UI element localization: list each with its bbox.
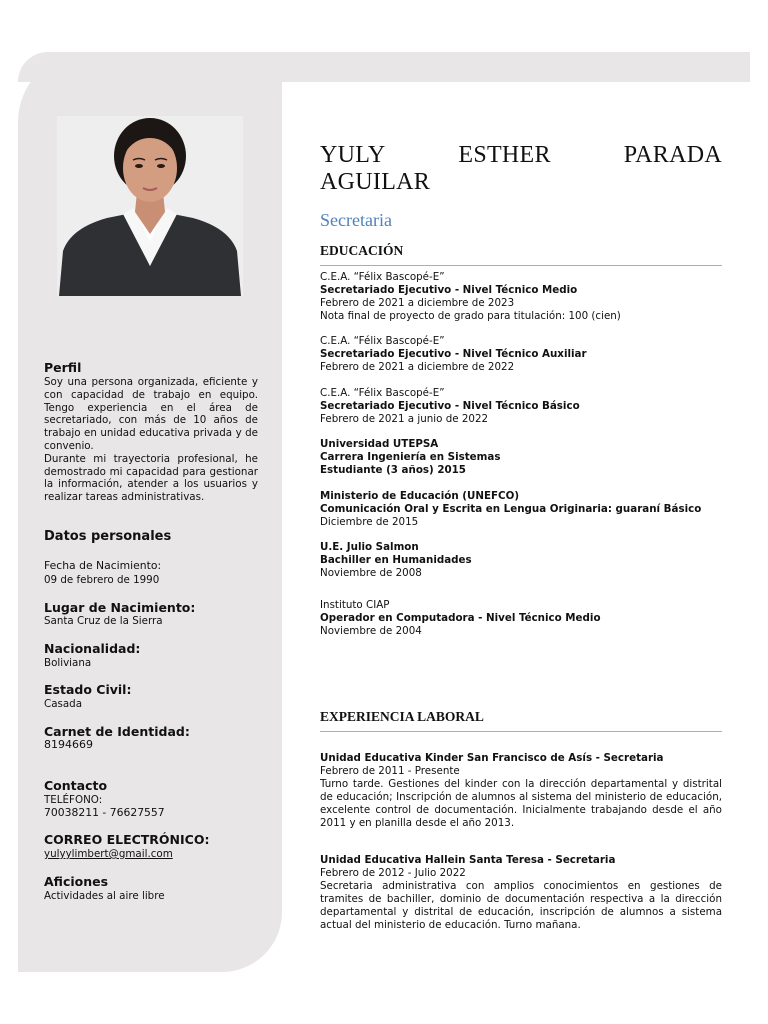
program: Operador en Computadora - Nivel Técnico Medio bbox=[320, 611, 601, 624]
name-word: AGUILAR bbox=[320, 169, 431, 195]
contact-heading: Contacto bbox=[44, 778, 108, 793]
education-heading: EDUCACIÓN bbox=[320, 243, 722, 266]
note: Nota final de proyecto de grado para titulación: 100 (cien) bbox=[320, 309, 621, 322]
job-dates: Febrero de 2011 - Presente bbox=[320, 764, 460, 777]
nationality-label: Nacionalidad: bbox=[44, 641, 141, 656]
job-description: Turno tarde. Gestiones del kinder con la dirección departamental y distrital de educación; Inscripción de alumnos al sistema del ministerio de educación, excelente control de documentación. Inicialmente trabajando desde el año 2011 y en planilla desde el año 2013. bbox=[320, 777, 722, 829]
education-entry bbox=[320, 335, 722, 374]
civil-status-label: Estado Civil: bbox=[44, 682, 132, 697]
phone-label: TELÉFONO: bbox=[44, 794, 103, 806]
name-word: YULY bbox=[320, 142, 386, 168]
program: Comunicación Oral y Escrita en Lengua Originaria: guaraní Básico bbox=[320, 502, 702, 515]
profile-paragraph: Soy una persona organizada, eficiente y con capacidad de trabajo en equipo. Tengo experiencia en el área de secretariado, con más de 10 años de trabajo en unidad educativa privada y de convenio. bbox=[44, 376, 258, 452]
birth-place-label: Lugar de Nacimiento: bbox=[44, 600, 196, 615]
program: Secretariado Ejecutivo - Nivel Técnico Auxiliar bbox=[320, 347, 587, 360]
education-entry bbox=[320, 599, 722, 638]
experience-heading: EXPERIENCIA LABORAL bbox=[320, 709, 722, 732]
profile-text bbox=[44, 376, 258, 504]
birth-date-label: Fecha de Nacimiento: bbox=[44, 559, 162, 572]
job-title: Secretaria bbox=[320, 210, 392, 230]
dates: Febrero de 2021 a junio de 2022 bbox=[320, 412, 489, 425]
phone-numbers: 70038211 - 76627557 bbox=[44, 806, 165, 819]
education-entry bbox=[320, 490, 722, 529]
id-card-value: 8194669 bbox=[44, 738, 93, 751]
profile-heading: Perfil bbox=[44, 360, 82, 375]
name-word: ESTHER bbox=[458, 142, 551, 168]
birth-date-value: 09 de febrero de 1990 bbox=[44, 574, 160, 586]
dates: Noviembre de 2004 bbox=[320, 624, 422, 637]
full-name bbox=[320, 142, 722, 196]
nationality-value: Boliviana bbox=[44, 657, 92, 669]
education-entry bbox=[320, 438, 722, 477]
program: Secretariado Ejecutivo - Nivel Técnico Básico bbox=[320, 399, 580, 412]
dates: Noviembre de 2008 bbox=[320, 566, 422, 579]
personal-data-heading: Datos personales bbox=[44, 529, 172, 544]
email-label: CORREO ELECTRÓNICO: bbox=[44, 832, 210, 847]
institution: Ministerio de Educación (UNEFCO) bbox=[320, 490, 520, 502]
id-card-label: Carnet de Identidad: bbox=[44, 724, 190, 739]
birth-place-value: Santa Cruz de la Sierra bbox=[44, 615, 163, 627]
dates: Febrero de 2021 a diciembre de 2022 bbox=[320, 360, 515, 373]
profile-paragraph: Durante mi trayectoria profesional, he demostrado mi capacidad para gestionar la información, atender a los usuarios y realizar tareas administrativas. bbox=[44, 452, 258, 504]
hobbies-heading: Aficiones bbox=[44, 874, 109, 889]
institution: U.E. Julio Salmon bbox=[320, 541, 419, 553]
education-entry bbox=[320, 387, 722, 426]
education-entry bbox=[320, 541, 722, 580]
civil-status-value: Casada bbox=[44, 698, 83, 710]
program: Bachiller en Humanidades bbox=[320, 553, 472, 566]
program: Carrera Ingeniería en Sistemas bbox=[320, 450, 501, 463]
job-position: Unidad Educativa Hallein Santa Teresa - Secretaria bbox=[320, 854, 616, 866]
experience-entry bbox=[320, 752, 722, 829]
job-description: Secretaria administrativa con amplios conocimientos en gestiones de tramites de bachiller, dominio de documentación respectiva a la dirección departamental y distrital de educación, inscripción de alumnos a sistema actual del ministerio de educación. Turno mañana. bbox=[320, 879, 722, 931]
institution: C.E.A. “Félix Bascopé-E” bbox=[320, 271, 445, 283]
dates: Diciembre de 2015 bbox=[320, 515, 419, 528]
email-link[interactable]: yulyylimbert@gmail.com bbox=[44, 848, 173, 860]
profile-photo bbox=[57, 116, 243, 296]
institution: C.E.A. “Félix Bascopé-E” bbox=[320, 335, 445, 347]
dates: Febrero de 2021 a diciembre de 2023 bbox=[320, 296, 515, 309]
name-word: PARADA bbox=[623, 142, 722, 168]
institution: Universidad UTEPSA bbox=[320, 438, 439, 450]
institution: C.E.A. “Félix Bascopé-E” bbox=[320, 387, 445, 399]
experience-entry bbox=[320, 854, 722, 931]
program: Secretariado Ejecutivo - Nivel Técnico Medio bbox=[320, 283, 578, 296]
education-entry bbox=[320, 271, 722, 323]
institution: Instituto CIAP bbox=[320, 599, 390, 611]
job-position: Unidad Educativa Kinder San Francisco de Asís - Secretaria bbox=[320, 752, 664, 764]
hobbies-text: Actividades al aire libre bbox=[44, 890, 165, 902]
dates: Estudiante (3 años) 2015 bbox=[320, 463, 466, 476]
job-dates: Febrero de 2012 - Julio 2022 bbox=[320, 866, 466, 879]
